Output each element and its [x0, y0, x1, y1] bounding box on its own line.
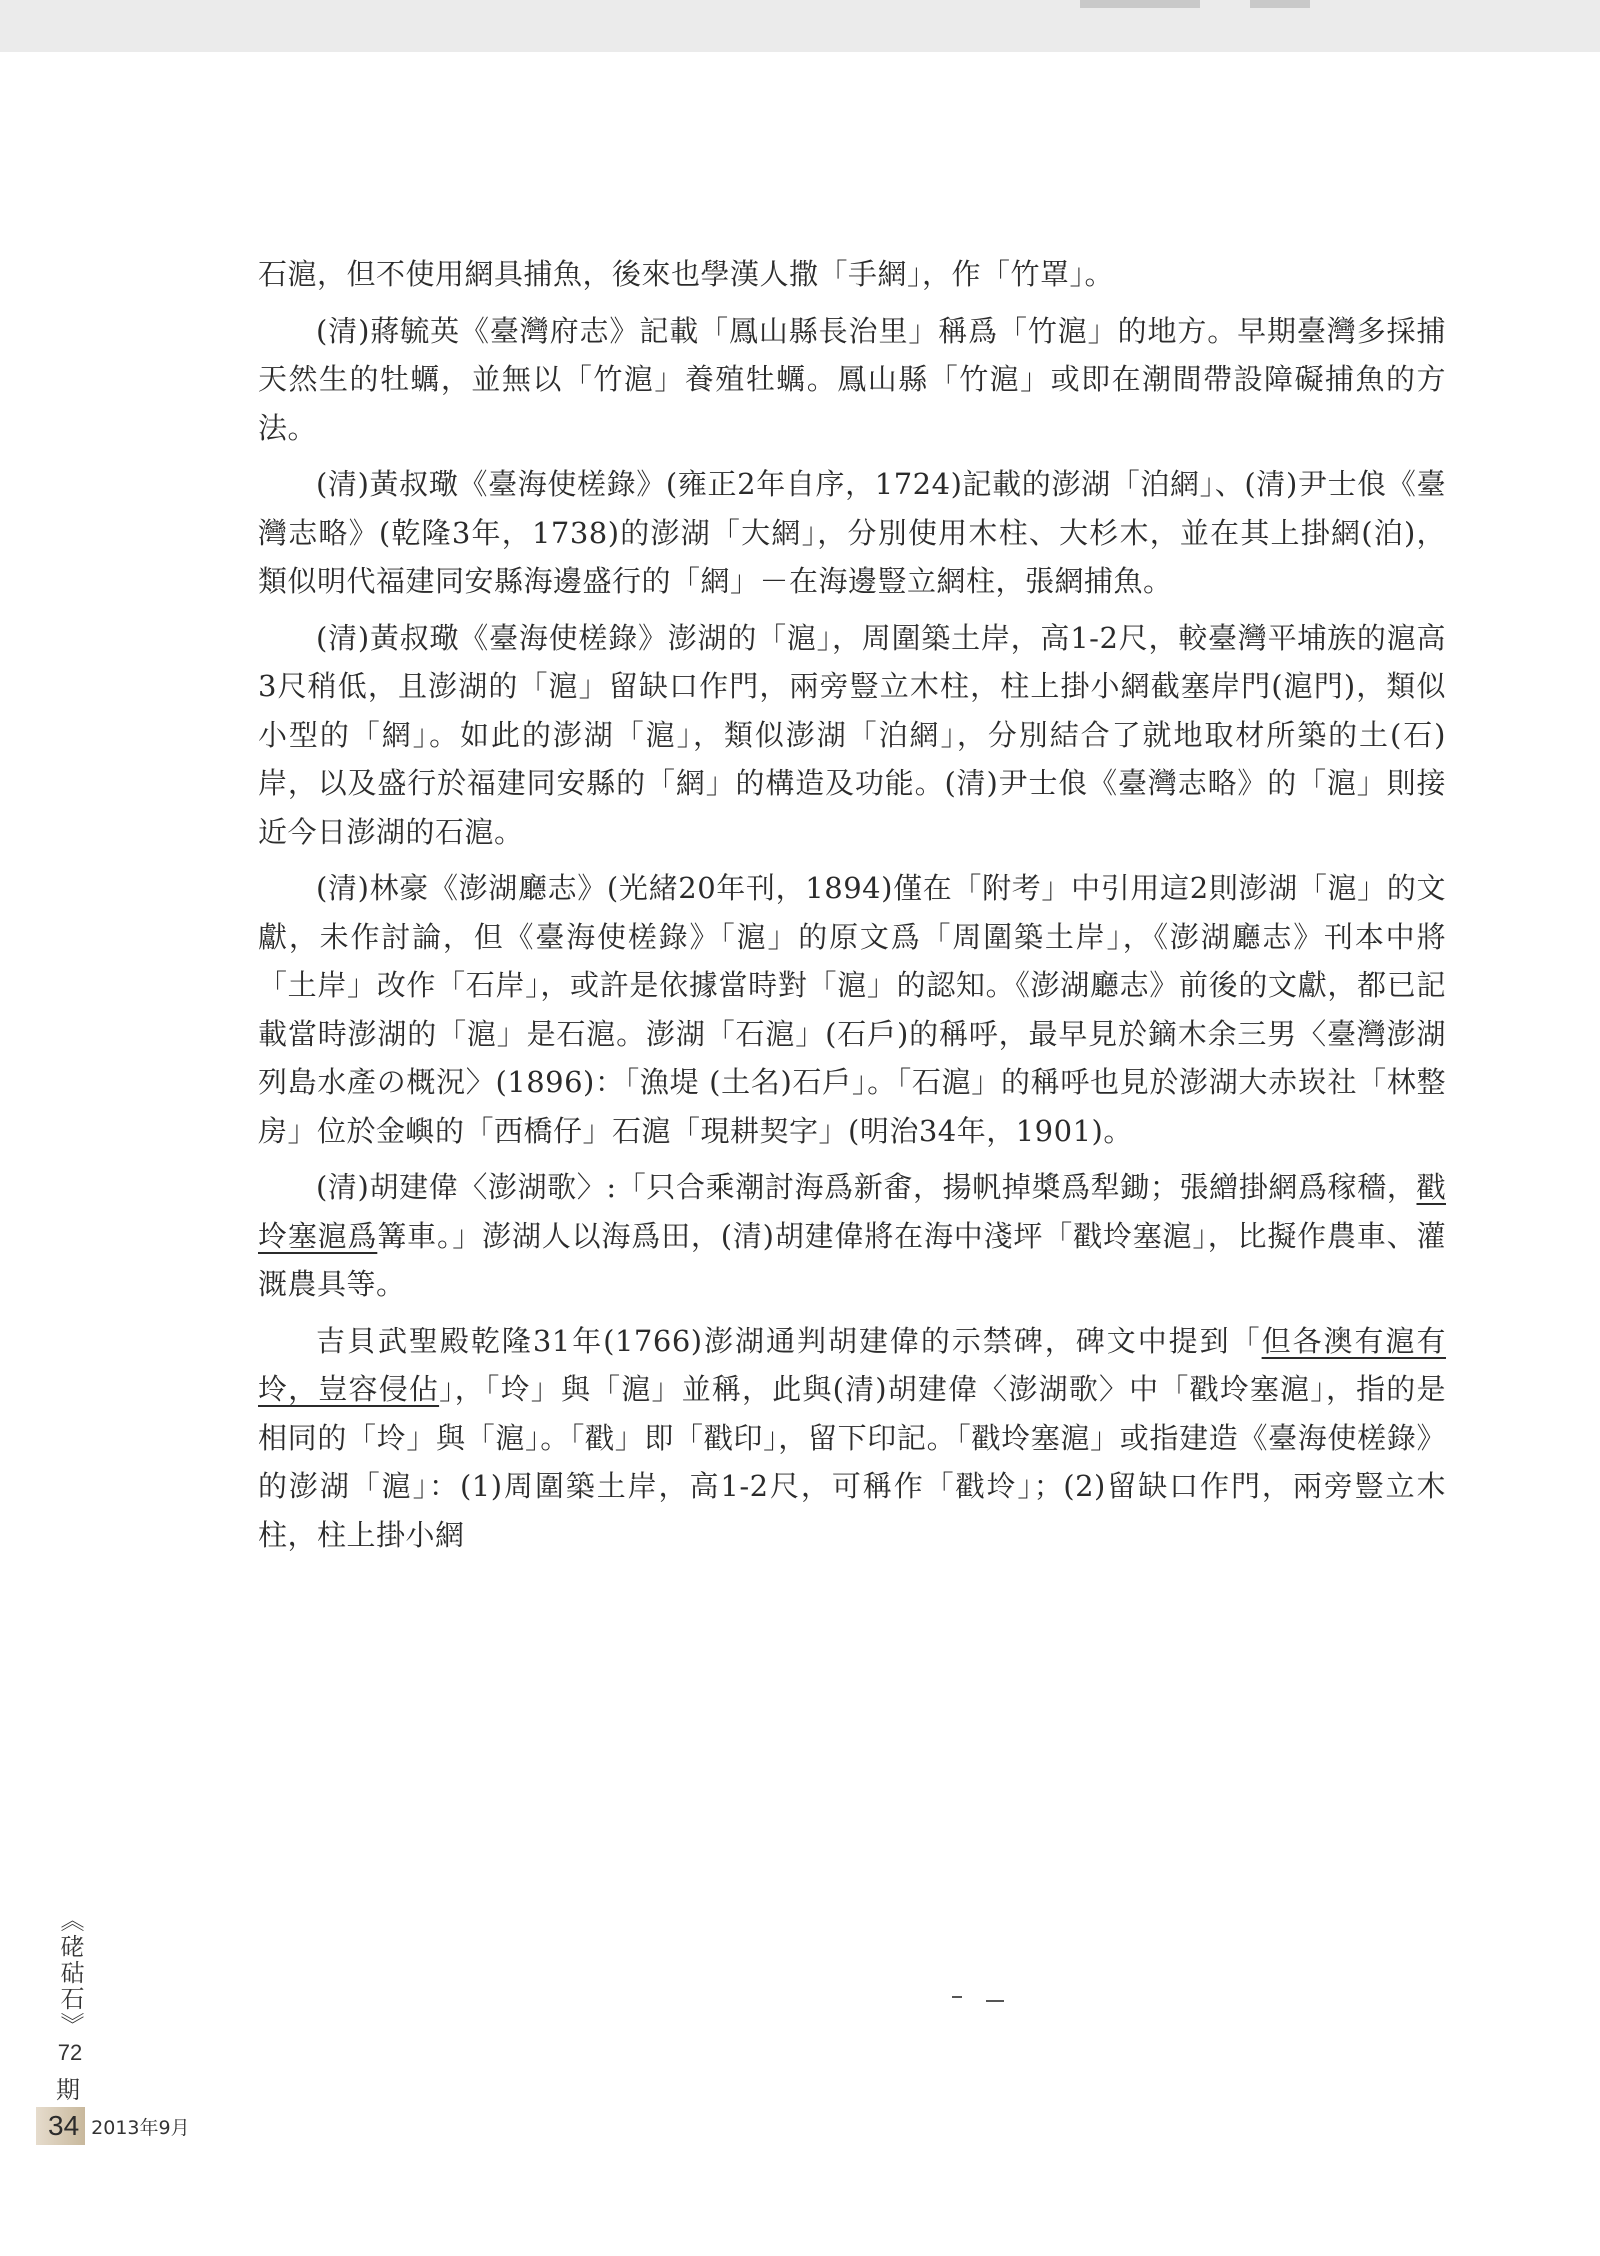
publication-date: 2013年9月 [91, 2116, 190, 2139]
text-run: (清)黃叔璥《臺海使槎錄》澎湖的「滬」，周圍築土岸，高1-2尺，較臺灣平埔族的滬高3尺稍低，且澎湖的「滬」留缺口作門，兩旁豎立木柱，柱上掛小網截塞岸門(滬門)，類似小型的「網」。如此的澎湖「滬」，類似澎湖「泊網」，分別結合了就地取材所築的土(石)岸，以及盛行於福建同安縣的「網」的構造及功能。(清)尹士俍《臺灣志略》的「滬」則接近今日澎湖的石滬。 [258, 620, 1446, 849]
page-footer [36, 2106, 190, 2146]
scan-speck [986, 2000, 1004, 2002]
text-run: 石滬，但不使用網具捕魚，後來也學漢人撒「手網」，作「竹罩」。 [258, 257, 1115, 291]
text-run: 篝車。」澎湖人以海爲田，(清)胡建偉將在海中淺坪「戳坽塞滬」，比擬作農車、灌溉農具等。 [258, 1218, 1446, 1301]
paragraph [258, 307, 1446, 453]
text-run: 」，「坽」與「滬」並稱，此與(清)胡建偉〈澎湖歌〉中「戳坽塞滬」，指的是相同的「坽」與「滬」。「戳」即「戳印」，留下印記。「戳坽塞滬」或指建造《臺海使槎錄》的澎湖「滬」：(1)周圍築土岸，高1-2尺，可稱作「戳坽」；(2)留缺口作門，兩旁豎立木柱，柱上掛小網 [258, 1372, 1446, 1552]
text-run: (清)黃叔璥《臺海使槎錄》(雍正2年自序，1724)記載的澎湖「泊網」、(清)尹士俍《臺灣志略》(乾隆3年，1738)的澎湖「大網」，分別使用木柱、大杉木，並在其上掛網(泊)，類似明代福建同安縣海邊盛行的「網」－在海邊豎立網柱，張網捕魚。 [258, 467, 1446, 598]
text-run: (清)蔣毓英《臺灣府志》記載「鳳山縣長治里」稱爲「竹滬」的地方。早期臺灣多採捕天然生的牡蠣，並無以「竹滬」養殖牡蠣。鳳山縣「竹滬」或即在潮間帶設障礙捕魚的方法。 [258, 313, 1446, 445]
paragraph [258, 864, 1446, 1155]
text-run: (清)林豪《澎湖廳志》(光緒20年刊，1894)僅在「附考」中引用這2則澎湖「滬」的文獻，未作討論，但《臺海使槎錄》「滬」的原文爲「周圍築土岸」，《澎湖廳志》刊本中將「土岸」改作「石岸」，或許是依據當時對「滬」的認知。《澎湖廳志》前後的文獻，都已記載當時澎湖的「滬」是石滬。澎湖「石滬」(石戶)的稱呼，最早見於鏑木余三男〈臺灣澎湖列島水產の概況〉(1896)：「漁堤 (土名)石戶」。「石滬」的稱呼也見於澎湖大赤崁社「林整房」位於金嶼的「西橋仔」石滬「現耕契字」(明治34年，1901)。 [258, 871, 1446, 1148]
article-body [258, 250, 1446, 1567]
journal-title: 《硓𥑮石》 [56, 1908, 84, 2038]
issue-number: 72 [57, 2040, 83, 2065]
paragraph [258, 1317, 1446, 1560]
scan-speck [952, 1996, 962, 1998]
paragraph [258, 460, 1446, 606]
scan-top-mark [1080, 0, 1200, 8]
page-number: 34 [36, 2107, 85, 2145]
underlined-phrase: 但各澳有滬有坽，豈容侵佔 [258, 1323, 1446, 1406]
text-run: (清)胡建偉〈澎湖歌〉:「只合乘潮討海爲新畬，揚帆掉槳爲犁鋤；張繒掛網爲稼穡， [316, 1170, 1417, 1204]
paragraph [258, 250, 1446, 299]
underlined-phrase: 戳坽塞滬爲 [258, 1170, 1446, 1253]
scan-top-mark [1250, 0, 1310, 8]
paragraph [258, 1163, 1446, 1309]
scan-top-band [0, 0, 1600, 52]
issue-unit: 期 [56, 2076, 80, 2104]
text-run: 吉貝武聖殿乾隆31年(1766)澎湖通判胡建偉的示禁碑，碑文中提到「 [316, 1323, 1262, 1358]
paragraph [258, 614, 1446, 857]
